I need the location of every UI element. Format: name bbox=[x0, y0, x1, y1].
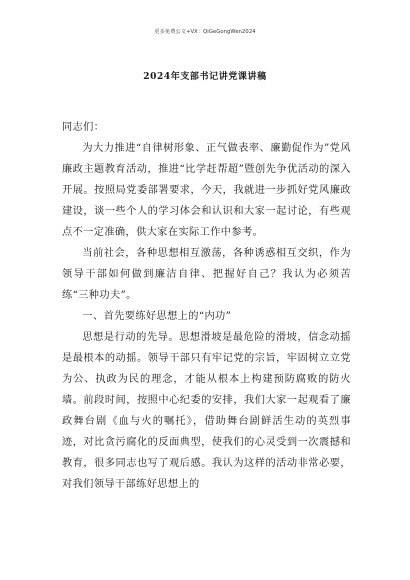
header-note: 更多免费公文+VX：QiGeGongWen2024 bbox=[154, 29, 256, 35]
document-body bbox=[62, 117, 351, 495]
page-title: 2024年支部书记讲党课讲稿 bbox=[143, 72, 267, 82]
salutation: 同志们： bbox=[62, 122, 105, 133]
paragraph-section-1: 思想是行动的先导。思想滑坡是最危险的滑坡，信念动摇是最根本的动摇。领导干部只有牢记党的宗旨，牢固树立立党为公、执政为民的理念，才能从根本上构建预防腐败的防火墙。前段时间，按照中心纪委的安排，我们大家一起观看了廉政舞台剧《血与火的嘱托》，借助舞台剧鲜活生动的英烈事迹，对比贪污腐化的反面典型，使我们的心灵受到一次震撼和教育，很多同志也写了观后感。我认为这样的活动非常必要，对我们领导干部练好思想上的 bbox=[62, 332, 351, 490]
section-heading-1: 一、首先要练好思想上的“内功” bbox=[82, 311, 232, 322]
paragraph-context: 当前社会，各种思想相互激荡，各种诱惑相互交织，作为领导干部如何做到廉洁自律、把握好自己？我认为必须苦练“三种功夫”。 bbox=[62, 248, 351, 301]
paragraph-intro: 为大力推进“自律树形象、正气做表率、廉勤促作为”党风廉政主题教育活动，推进“比学赶帮超”暨创先争优活动的深入开展。按照局党委部署要求，今天，我就进一步抓好党风廉政建设，谈一些个人的学习体会和认识和大家一起讨论，有些观点不一定准确，供大家在实际工作中参考。 bbox=[62, 143, 351, 238]
